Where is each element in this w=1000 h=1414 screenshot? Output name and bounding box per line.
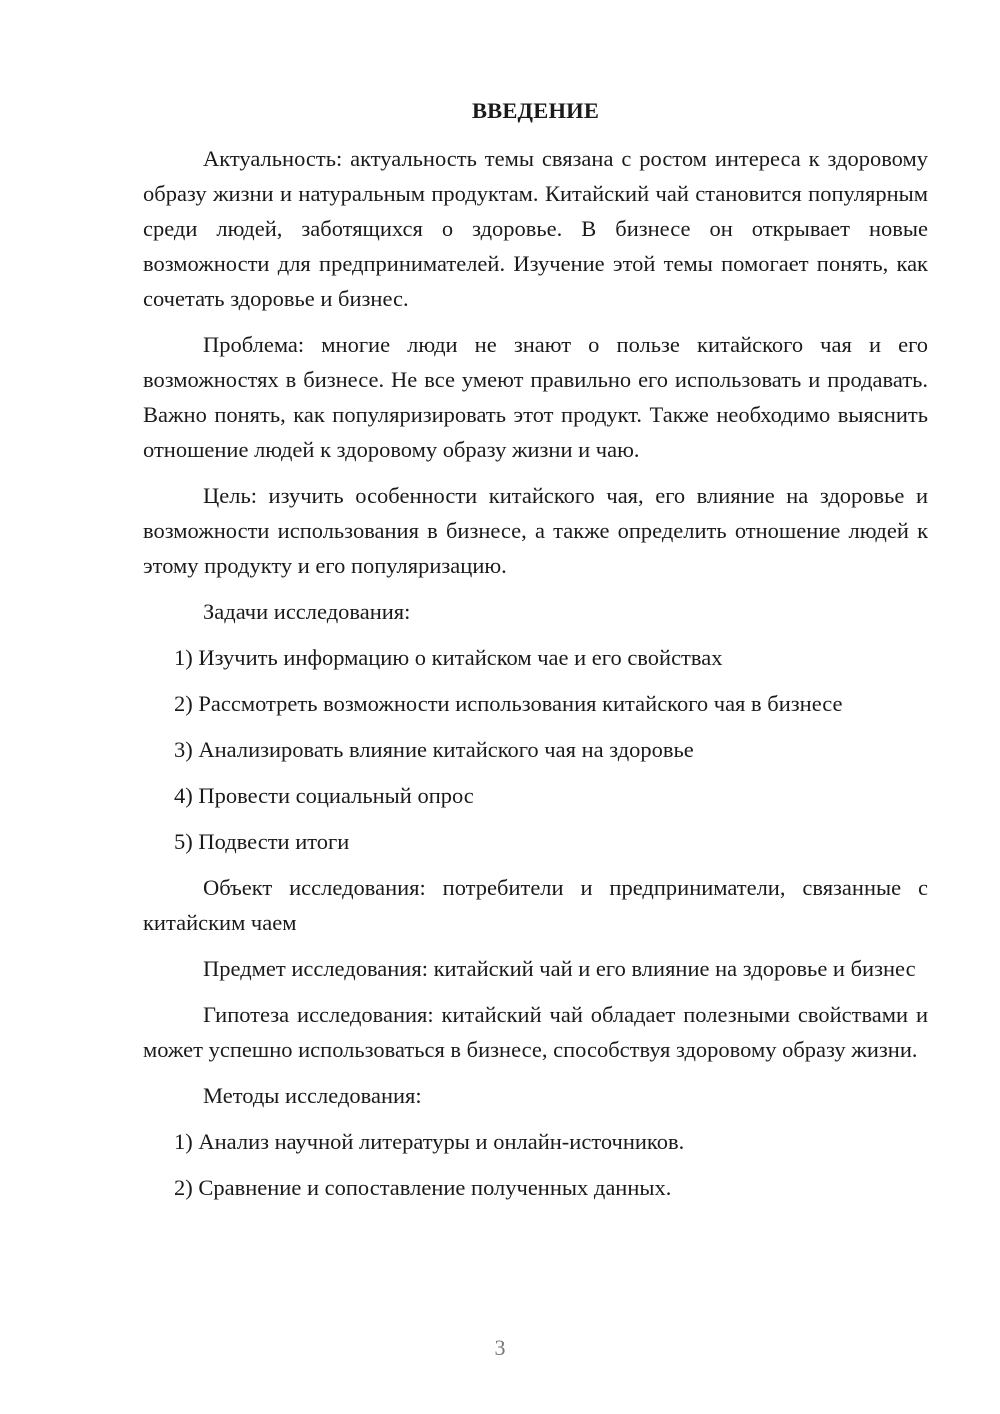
list-item: 1) Изучить информацию о китайском чае и его свойствах bbox=[174, 645, 723, 670]
tasks-list bbox=[143, 640, 928, 859]
list-item: 2) Сравнение и сопоставление полученных данных. bbox=[174, 1175, 672, 1200]
list-item: 4) Провести социальный опрос bbox=[174, 783, 474, 808]
methods-list bbox=[143, 1124, 928, 1205]
list-item: 2) Рассмотреть возможности использования китайского чая в бизнесе bbox=[174, 691, 843, 716]
list-item: 1) Анализ научной литературы и онлайн-источников. bbox=[174, 1129, 685, 1154]
subject-paragraph: Предмет исследования: китайский чай и его влияние на здоровье и бизнес bbox=[203, 956, 916, 981]
relevance-paragraph: Актуальность: актуальность темы связана с ростом интереса к здоровому образу жизни и натуральным продуктам. Китайский чай становится популярным среди людей, заботящихся о здоровье. В бизнесе он открывает новые возможности для предпринимателей. Изучение этой темы помогает понять, как сочетать здоровье и бизнес. bbox=[143, 146, 928, 311]
page-content bbox=[143, 93, 928, 1205]
methods-title: Методы исследования: bbox=[203, 1083, 422, 1108]
object-paragraph: Объект исследования: потребители и предприниматели, связанные с китайским чаем bbox=[143, 875, 928, 935]
tasks-title: Задачи исследования: bbox=[203, 599, 411, 624]
list-item: 3) Анализировать влияние китайского чая на здоровье bbox=[174, 737, 694, 762]
page-number: 3 bbox=[494, 1335, 506, 1360]
goal-paragraph: Цель: изучить особенности китайского чая, его влияние на здоровье и возможности использования в бизнесе, а также определить отношение людей к этому продукту и его популяризацию. bbox=[143, 483, 928, 578]
hypothesis-paragraph: Гипотеза исследования: китайский чай обладает полезными свойствами и может успешно использоваться в бизнесе, способствуя здоровому образу жизни. bbox=[143, 1002, 928, 1062]
page-title: ВВЕДЕНИЕ bbox=[471, 98, 600, 123]
problem-paragraph: Проблема: многие люди не знают о пользе китайского чая и его возможностях в бизнесе. Не все умеют правильно его использовать и продавать. Важно понять, как популяризировать этот продукт. Также необходимо выяснить отношение людей к здоровому образу жизни и чаю. bbox=[143, 332, 928, 462]
list-item: 5) Подвести итоги bbox=[174, 829, 350, 854]
